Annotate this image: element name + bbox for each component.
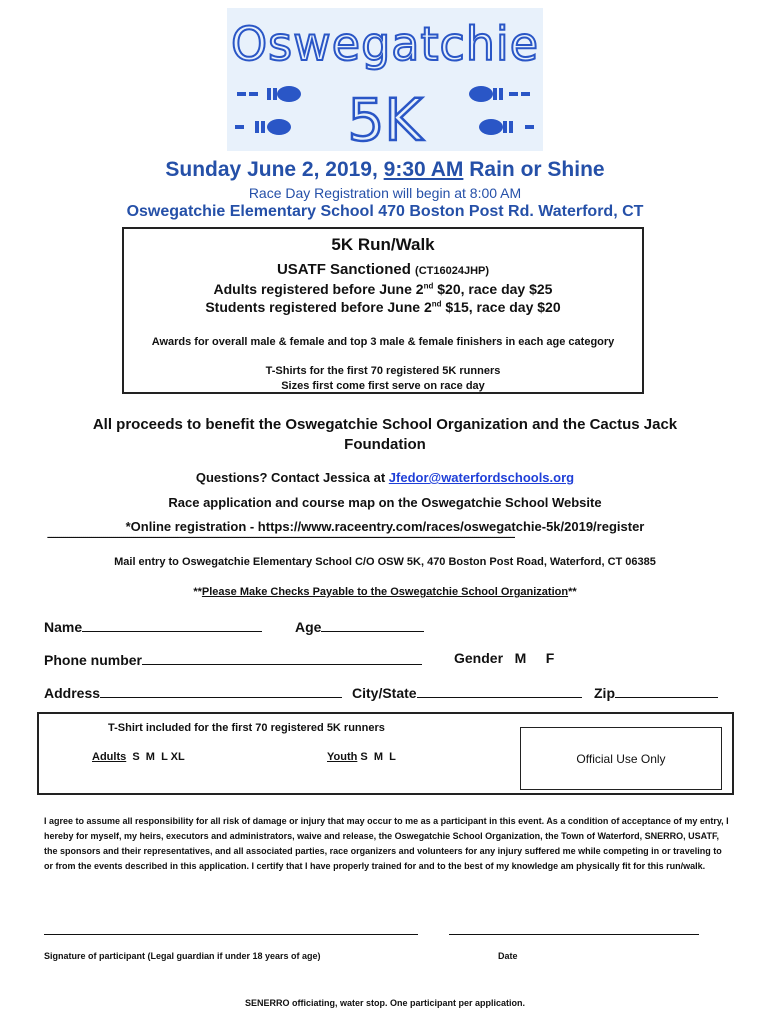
name-label: Name [44,619,83,635]
event-date-heading [0,158,770,182]
contact-prefix: Questions? Contact Jessica at [195,470,389,485]
name-input-line[interactable] [82,617,262,632]
event-location: Oswegatchie Elementary School 470 Boston Post Rd. Waterford, CT [126,203,644,220]
address-label: Address [44,685,101,701]
city-state-label: City/State [352,685,417,701]
event-time: 9:30 AM [383,158,464,181]
student-pricing-text: Students registered before June 2 [205,299,432,315]
race-title: 5K Run/Walk [331,235,435,254]
adult-size-label: Adults [92,751,127,763]
zip-input-line[interactable] [615,683,718,698]
official-use-label: Official Use Only [576,752,666,766]
race-details-box [122,227,644,394]
proceeds-statement: All proceeds to benefit the Oswegatchie School Organization and the Cactus Jack Foundation [92,416,678,453]
zip-label: Zip [594,685,615,701]
logo-graphic [227,8,543,151]
event-logo [227,8,543,151]
race-application-info: Race application and course map on the Oswegatchie School Website [168,495,602,510]
mail-entry-address: Mail entry to Oswegatchie Elementary School C/O OSW 5K, 470 Boston Post Road, Waterford, CT 06385 [114,556,656,568]
footer-note: SENERRO officiating, water stop. One participant per application. [244,998,526,1008]
youth-size-choices[interactable]: S M L [357,751,396,763]
event-weather-note: Rain or Shine [463,158,605,181]
adult-size-options[interactable] [92,751,185,763]
checks-payable-note [0,586,770,598]
age-label: Age [295,619,322,635]
checks-text: Please Make Checks Payable to the Oswegatchie School Organization [201,586,569,598]
usatf-sanctioned [124,261,642,278]
sanctioned-label: USATF Sanctioned [276,261,411,278]
adult-pricing-amounts: $20, race day $25 [433,281,553,297]
sizes-info: Sizes first come first serve on race day [281,380,485,392]
phone-input-line[interactable] [142,650,422,665]
student-pricing-sup: nd [431,299,442,309]
signature-line[interactable] [44,924,418,935]
phone-field[interactable] [44,650,422,668]
youth-size-label: Youth [327,751,358,763]
adult-size-choices[interactable]: S M L XL [126,751,185,763]
cut-line-separator: ------------------------------------------------------------------------------------------------------------------------------------------------------------------------------------------------------------------------------------------ [47,533,515,541]
online-registration-info: *Online registration - https://www.raceentry.com/races/oswegatchie-5k/2019/register [125,519,645,534]
gender-field[interactable]: Gender M F [454,650,555,666]
student-pricing [124,299,642,315]
name-field[interactable] [44,617,262,635]
address-input-line[interactable] [100,683,342,698]
logo-title: Oswegatchie [230,17,540,71]
registration-time: Race Day Registration will begin at 8:00 AM [248,185,522,201]
event-date: Sunday June 2, 2019, [165,158,384,181]
youth-size-options[interactable] [327,751,396,763]
city-state-field[interactable] [352,683,582,701]
date-label: Date [498,951,518,961]
checks-suffix: ** [568,586,577,598]
checks-prefix: ** [193,586,202,598]
liability-waiver: I agree to assume all responsibility for all risk of damage or injury that may occur to me as a participant in this event. As a condition of acceptance of my entry, I hereby for myself, my heirs, executors and administrators, waive and release, the Oswegatchie School Organization, the Town of Waterford, SNERRO, USATF, the sponsors and their representatives, and all associated parties, race organizers and volunteers for any injury suffered me while competing in or traveling to or from the events described in this application. I certify that I have properly trained for and to the best of my knowledge am physically fit for this run/walk. [44,816,729,871]
address-field[interactable] [44,683,342,701]
age-field[interactable] [295,617,424,635]
student-pricing-amounts: $15, race day $20 [441,299,561,315]
tshirts-info: T-Shirts for the first 70 registered 5K runners [265,365,501,377]
adult-pricing [124,281,642,297]
contact-line [0,470,770,485]
signature-label: Signature of participant (Legal guardian if under 18 years of age) [44,951,321,961]
zip-field[interactable] [594,683,718,701]
sanction-code: (CT16024JHP) [415,265,490,277]
tshirt-note: T-Shirt included for the first 70 registered 5K runners [108,722,385,734]
phone-label: Phone number [44,652,143,668]
contact-email-link[interactable]: Jfedor@waterfordschools.org [388,470,575,485]
logo-subtitle: 5K [347,86,423,151]
age-input-line[interactable] [321,617,424,632]
date-line[interactable] [449,924,699,935]
adult-pricing-sup: nd [423,281,434,291]
city-state-input-line[interactable] [417,683,582,698]
adult-pricing-text: Adults registered before June 2 [213,281,424,297]
awards-info: Awards for overall male & female and top 3 male & female finishers in each age category [151,336,615,348]
